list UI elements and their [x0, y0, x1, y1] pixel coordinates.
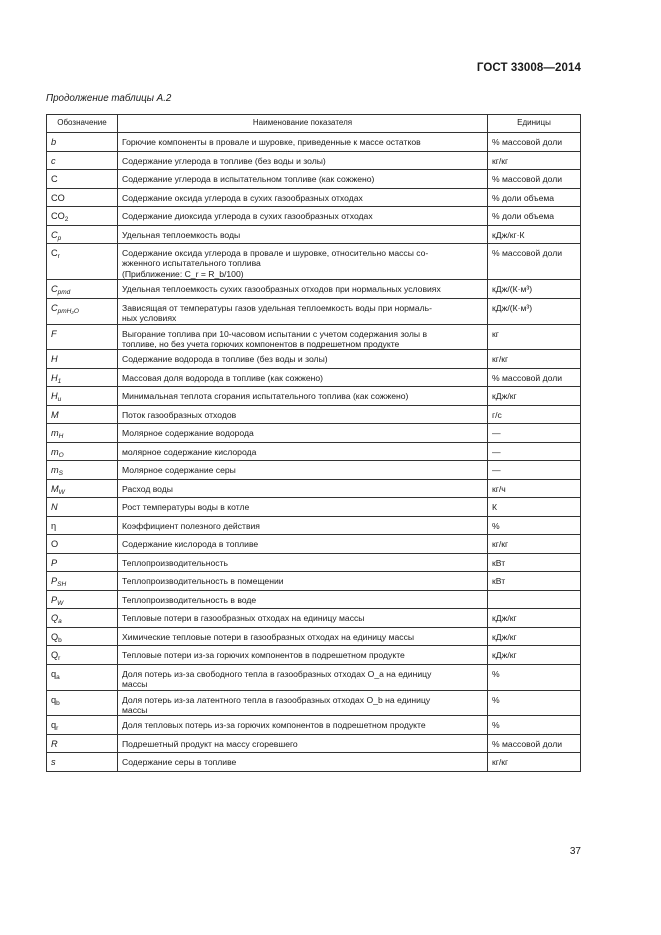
table-row — [47, 498, 581, 517]
units-cell: кДж/кг — [488, 387, 581, 406]
table-row — [47, 280, 581, 299]
units-cell: кВт — [488, 553, 581, 572]
units-cell: % доли объема — [488, 188, 581, 207]
description-cell: Поток газообразных отходов — [118, 405, 488, 424]
column-header-name: Наименование показателя — [118, 115, 488, 133]
table-row — [47, 151, 581, 170]
table-row — [47, 387, 581, 406]
description-cell: Содержание водорода в топливе (без воды и золы) — [118, 350, 488, 369]
units-cell: кДж/кг — [488, 646, 581, 665]
units-cell: кг/ч — [488, 479, 581, 498]
description-cell: Доля тепловых потерь из-за горючих компонентов в подрешетном продукте — [118, 716, 488, 735]
symbol-cell: s — [47, 753, 118, 772]
description-cell: Рост температуры воды в котле — [118, 498, 488, 517]
symbol-cell: $H_u$ — [47, 387, 118, 406]
description-cell: Теплопроизводительность в помещении — [118, 572, 488, 591]
units-cell — [488, 590, 581, 609]
symbol-cell: C — [47, 170, 118, 189]
description-cell: Удельная теплоемкость сухих газообразных отходов при нормальных условиях — [118, 280, 488, 299]
symbol-cell: $Q_r$ — [47, 646, 118, 665]
table-row — [47, 424, 581, 443]
symbol-cell: H — [47, 350, 118, 369]
symbol-cell: $C_p$ — [47, 225, 118, 244]
symbol-cell: $q_r$ — [47, 716, 118, 735]
description-cell: Тепловые потери из-за горючих компонентов в подрешетном продукте — [118, 646, 488, 665]
table-row — [47, 646, 581, 665]
description-cell: Выгорание топлива при 10-часовом испытании с учетом содержания золы в топливе, но без учета горючих компонентов в подрешетном продукте — [118, 324, 488, 350]
symbol-cell: $CO_2$ — [47, 207, 118, 226]
table-row — [47, 368, 581, 387]
symbol-cell: c — [47, 151, 118, 170]
units-cell: — — [488, 461, 581, 480]
description-cell: Теплопроизводительность в воде — [118, 590, 488, 609]
units-cell: кг/кг — [488, 350, 581, 369]
table-header-row — [47, 115, 581, 133]
description-cell: Содержание углерода в топливе (без воды и золы) — [118, 151, 488, 170]
description-cell: Содержание диоксида углерода в сухих газообразных отходах — [118, 207, 488, 226]
symbol-cell: CO — [47, 188, 118, 207]
units-cell: кДж/(К·м³) — [488, 280, 581, 299]
table-row — [47, 188, 581, 207]
units-cell: % — [488, 690, 581, 716]
table-row — [47, 535, 581, 554]
units-cell: кДж/кг — [488, 609, 581, 628]
units-cell: % — [488, 516, 581, 535]
table-row — [47, 225, 581, 244]
units-cell: — — [488, 424, 581, 443]
symbol-cell: $q_b$ — [47, 690, 118, 716]
table-row — [47, 590, 581, 609]
symbol-cell: $m_O$ — [47, 442, 118, 461]
table-row — [47, 753, 581, 772]
symbol-cell: η — [47, 516, 118, 535]
description-cell: Минимальная теплота сгорания испытательного топлива (как сожжено) — [118, 387, 488, 406]
table-row — [47, 133, 581, 152]
page-number: 37 — [569, 846, 581, 857]
units-cell: % доли объема — [488, 207, 581, 226]
symbol-cell: $P_{SH}$ — [47, 572, 118, 591]
description-cell: Тепловые потери в газообразных отходах на единицу массы — [118, 609, 488, 628]
description-cell: Удельная теплоемкость воды — [118, 225, 488, 244]
column-header-symbol: Обозначение — [47, 115, 118, 133]
table-row — [47, 298, 581, 324]
table-row — [47, 207, 581, 226]
units-cell: — — [488, 442, 581, 461]
symbol-cell: $P_W$ — [47, 590, 118, 609]
description-cell: Доля потерь из-за латентного тепла в газообразных отходах O_b на единицу массы — [118, 690, 488, 716]
symbol-cell: b — [47, 133, 118, 152]
symbols-table — [46, 114, 581, 772]
units-cell: К — [488, 498, 581, 517]
units-cell: % массовой доли — [488, 368, 581, 387]
symbol-cell: O — [47, 535, 118, 554]
units-cell: кДж/кг·К — [488, 225, 581, 244]
symbol-cell: $M_W$ — [47, 479, 118, 498]
symbol-cell: M — [47, 405, 118, 424]
table-row — [47, 516, 581, 535]
symbol-cell: P — [47, 553, 118, 572]
table-row — [47, 244, 581, 280]
symbol-cell: $C_r$ — [47, 244, 118, 280]
table-row — [47, 461, 581, 480]
symbol-cell: $H_1$ — [47, 368, 118, 387]
symbol-cell: $C_{pmH_2O}$ — [47, 298, 118, 324]
description-cell: Теплопроизводительность — [118, 553, 488, 572]
units-cell: г/с — [488, 405, 581, 424]
symbol-cell: F — [47, 324, 118, 350]
description-cell: Подрешетный продукт на массу сгоревшего — [118, 734, 488, 753]
table-row — [47, 734, 581, 753]
table-body — [47, 133, 581, 772]
units-cell: % массовой доли — [488, 244, 581, 280]
symbol-cell: $m_H$ — [47, 424, 118, 443]
table-row — [47, 690, 581, 716]
units-cell: кг/кг — [488, 753, 581, 772]
table-row — [47, 442, 581, 461]
description-cell: Содержание серы в топливе — [118, 753, 488, 772]
description-cell: Коэффициент полезного действия — [118, 516, 488, 535]
table-row — [47, 170, 581, 189]
description-cell: молярное содержание кислорода — [118, 442, 488, 461]
units-cell: % массовой доли — [488, 734, 581, 753]
symbol-cell: $Q_b$ — [47, 627, 118, 646]
units-cell: % массовой доли — [488, 133, 581, 152]
description-cell: Молярное содержание водорода — [118, 424, 488, 443]
table-row — [47, 553, 581, 572]
symbol-cell: $C_{pmd}$ — [47, 280, 118, 299]
description-cell: Химические тепловые потери в газообразных отходах на единицу массы — [118, 627, 488, 646]
symbol-cell: R — [47, 734, 118, 753]
symbol-cell: $m_S$ — [47, 461, 118, 480]
description-cell: Доля потерь из-за свободного тепла в газообразных отходах O_a на единицу массы — [118, 664, 488, 690]
description-cell: Зависящая от температуры газов удельная теплоемкость воды при нормаль- ных условиях — [118, 298, 488, 324]
description-cell: Содержание кислорода в топливе — [118, 535, 488, 554]
table-row — [47, 350, 581, 369]
units-cell: кг/кг — [488, 151, 581, 170]
table-row — [47, 664, 581, 690]
units-cell: кДж/(К·м³) — [488, 298, 581, 324]
column-header-units: Единицы — [488, 115, 581, 133]
table-row — [47, 479, 581, 498]
table-row — [47, 405, 581, 424]
table-row — [47, 324, 581, 350]
symbol-cell: N — [47, 498, 118, 517]
table-row — [47, 609, 581, 628]
document-id: ГОСТ 33008—2014 — [476, 62, 581, 74]
units-cell: кг — [488, 324, 581, 350]
table-row — [47, 716, 581, 735]
description-cell: Расход воды — [118, 479, 488, 498]
description-cell: Молярное содержание серы — [118, 461, 488, 480]
table-row — [47, 572, 581, 591]
description-cell: Содержание оксида углерода в провале и шуровке, относительно массы со- жженного испытательного топлива (Приближение: C_r = R_b/100) — [118, 244, 488, 280]
units-cell: % — [488, 664, 581, 690]
description-cell: Горючие компоненты в провале и шуровке, приведенные к массе остатков — [118, 133, 488, 152]
units-cell: кДж/кг — [488, 627, 581, 646]
units-cell: % — [488, 716, 581, 735]
table-caption: Продолжение таблицы А.2 — [46, 93, 172, 104]
symbol-cell: $q_a$ — [47, 664, 118, 690]
description-cell: Содержание оксида углерода в сухих газообразных отходах — [118, 188, 488, 207]
description-cell: Содержание углерода в испытательном топливе (как сожжено) — [118, 170, 488, 189]
units-cell: кг/кг — [488, 535, 581, 554]
symbol-cell: $Q_a$ — [47, 609, 118, 628]
description-cell: Массовая доля водорода в топливе (как сожжено) — [118, 368, 488, 387]
table-row — [47, 627, 581, 646]
units-cell: кВт — [488, 572, 581, 591]
units-cell: % массовой доли — [488, 170, 581, 189]
